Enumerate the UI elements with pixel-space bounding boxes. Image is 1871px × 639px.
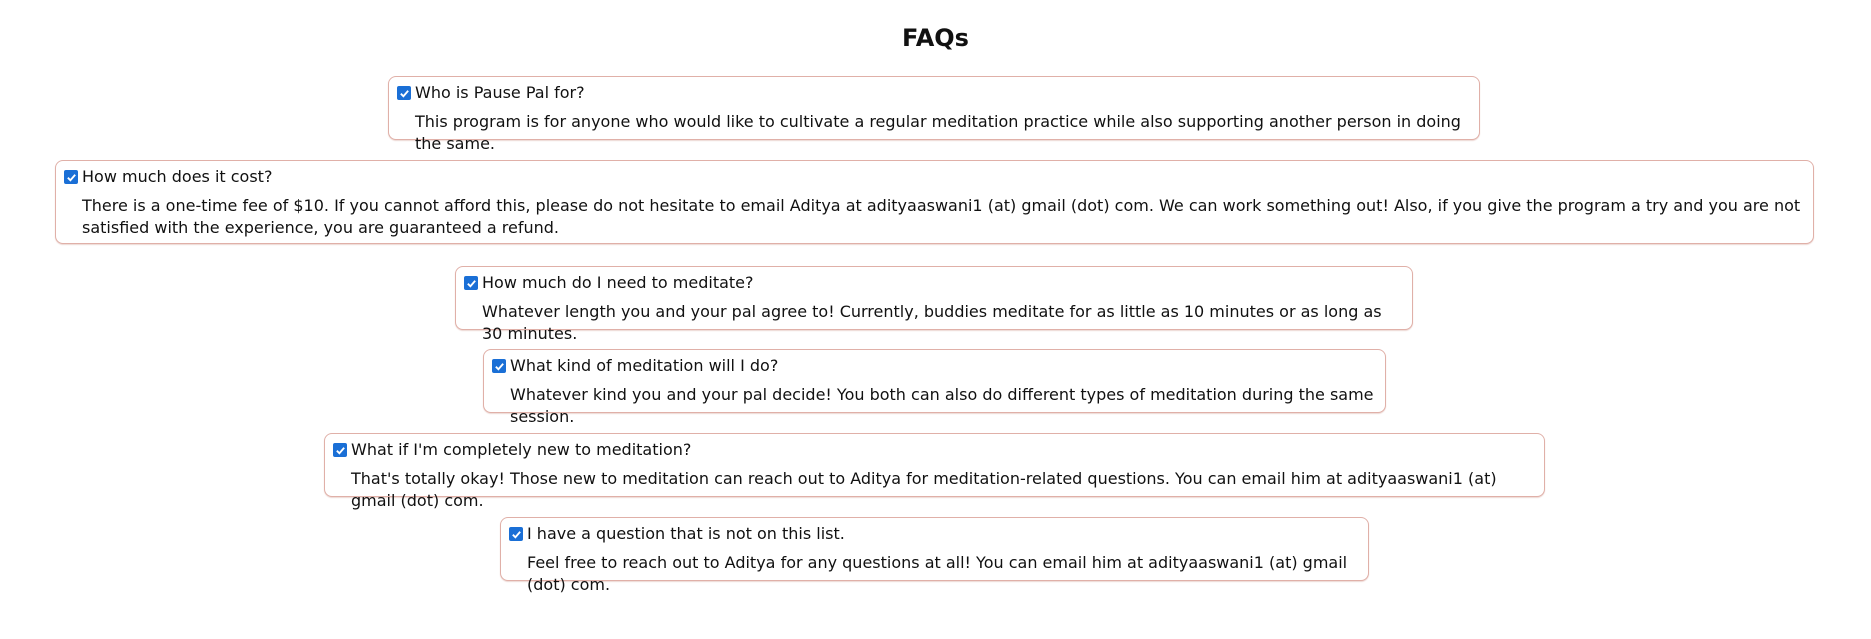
- faq-answer-text: Whatever kind you and your pal decide! You both can also do different types of meditation during the same session.: [510, 385, 1374, 426]
- faq-item: [500, 517, 1369, 594]
- faq-answer-text: Whatever length you and your pal agree to! Currently, buddies meditate for as little as 10 minutes or as long as 30 minutes.: [482, 302, 1382, 343]
- faq-question-text[interactable]: What if I'm completely new to meditation?: [351, 440, 692, 459]
- faq-question-text[interactable]: How much do I need to meditate?: [482, 273, 754, 292]
- faq-question-row[interactable]: [462, 273, 1406, 293]
- faq-checkbox[interactable]: [64, 170, 78, 184]
- faq-item: [324, 433, 1545, 510]
- page-title: FAQs: [902, 24, 969, 52]
- faq-answer-text: Feel free to reach out to Aditya for any questions at all! You can email him at adityaaswani1 (at) gmail (dot) com.: [527, 553, 1348, 594]
- faq-question-text[interactable]: What kind of meditation will I do?: [510, 356, 779, 375]
- checkmark-icon: [494, 361, 505, 372]
- faq-checkbox[interactable]: [464, 276, 478, 290]
- faq-answer-text: There is a one-time fee of $10. If you cannot afford this, please do not hesitate to email Aditya at adityaaswani1 (at) gmail (dot) com. We can work something out! Also, if you give the program a try and you are not satisfied with the experience, you are guaranteed a refund.: [82, 196, 1801, 237]
- faq-question-row[interactable]: [490, 356, 1379, 376]
- faq-answer-text: This program is for anyone who would like to cultivate a regular meditation practice while also supporting another person in doing the same.: [415, 112, 1461, 153]
- faq-item: [483, 349, 1386, 426]
- faq-item: [388, 76, 1480, 153]
- checkmark-icon: [466, 278, 477, 289]
- faq-checkbox[interactable]: [492, 359, 506, 373]
- checkmark-icon: [335, 445, 346, 456]
- faq-question-text[interactable]: How much does it cost?: [82, 167, 273, 186]
- faq-checkbox[interactable]: [397, 86, 411, 100]
- faq-item: [455, 266, 1413, 343]
- faq-question-row[interactable]: [62, 167, 1807, 187]
- faq-checkbox[interactable]: [333, 443, 347, 457]
- checkmark-icon: [66, 172, 77, 183]
- faq-question-row[interactable]: [331, 440, 1538, 460]
- faq-question-row[interactable]: [395, 83, 1473, 103]
- faq-question-text[interactable]: I have a question that is not on this list.: [527, 524, 845, 543]
- faq-answer-text: That's totally okay! Those new to meditation can reach out to Aditya for meditation-related questions. You can email him at adityaaswani1 (at) gmail (dot) com.: [351, 469, 1497, 510]
- faq-checkbox[interactable]: [509, 527, 523, 541]
- faq-question-row[interactable]: [507, 524, 1362, 544]
- faq-question-text[interactable]: Who is Pause Pal for?: [415, 83, 585, 102]
- faq-item: [55, 160, 1814, 244]
- checkmark-icon: [511, 529, 522, 540]
- checkmark-icon: [399, 88, 410, 99]
